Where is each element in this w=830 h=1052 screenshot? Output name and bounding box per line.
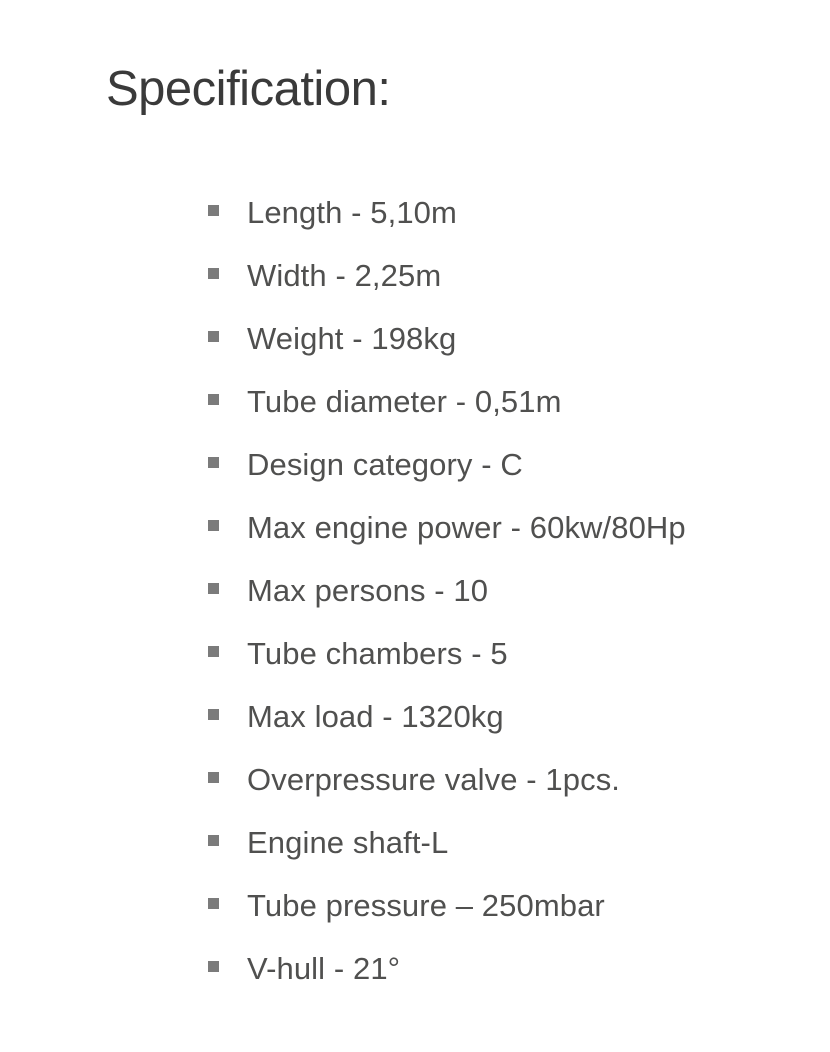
list-item <box>208 622 790 685</box>
list-item <box>208 748 790 811</box>
list-item-label: V-hull - 21° <box>247 950 401 986</box>
list-item <box>208 181 790 244</box>
list-item-label: Length - 5,10m <box>247 194 457 230</box>
list-item <box>208 433 790 496</box>
list-item-label: Weight - 198kg <box>247 320 457 356</box>
list-item-label: Max persons - 10 <box>247 572 489 608</box>
square-bullet-icon <box>208 331 219 342</box>
square-bullet-icon <box>208 583 219 594</box>
square-bullet-icon <box>208 520 219 531</box>
list-item <box>208 559 790 622</box>
list-item-label: Width - 2,25m <box>247 257 442 293</box>
page-title: Specification: <box>106 62 391 116</box>
list-item <box>208 244 790 307</box>
list-item-label: Tube diameter - 0,51m <box>247 383 562 419</box>
square-bullet-icon <box>208 772 219 783</box>
square-bullet-icon <box>208 268 219 279</box>
square-bullet-icon <box>208 646 219 657</box>
list-item-label: Max engine power - 60kw/80Hp <box>247 509 686 545</box>
list-item <box>208 307 790 370</box>
square-bullet-icon <box>208 394 219 405</box>
list-item-label: Engine shaft-L <box>247 824 449 860</box>
square-bullet-icon <box>208 835 219 846</box>
list-item <box>208 937 790 1000</box>
square-bullet-icon <box>208 898 219 909</box>
list-item <box>208 874 790 937</box>
square-bullet-icon <box>208 709 219 720</box>
square-bullet-icon <box>208 457 219 468</box>
list-item <box>208 370 790 433</box>
list-item-label: Tube pressure – 250mbar <box>247 887 605 923</box>
square-bullet-icon <box>208 205 219 216</box>
list-item-label: Design category - C <box>247 446 523 482</box>
list-item <box>208 496 790 559</box>
specification-list <box>208 181 790 1000</box>
list-item-label: Tube chambers - 5 <box>247 635 508 671</box>
list-item <box>208 811 790 874</box>
list-item <box>208 685 790 748</box>
square-bullet-icon <box>208 961 219 972</box>
list-item-label: Max load - 1320kg <box>247 698 504 734</box>
list-item-label: Overpressure valve - 1pcs. <box>247 761 621 797</box>
